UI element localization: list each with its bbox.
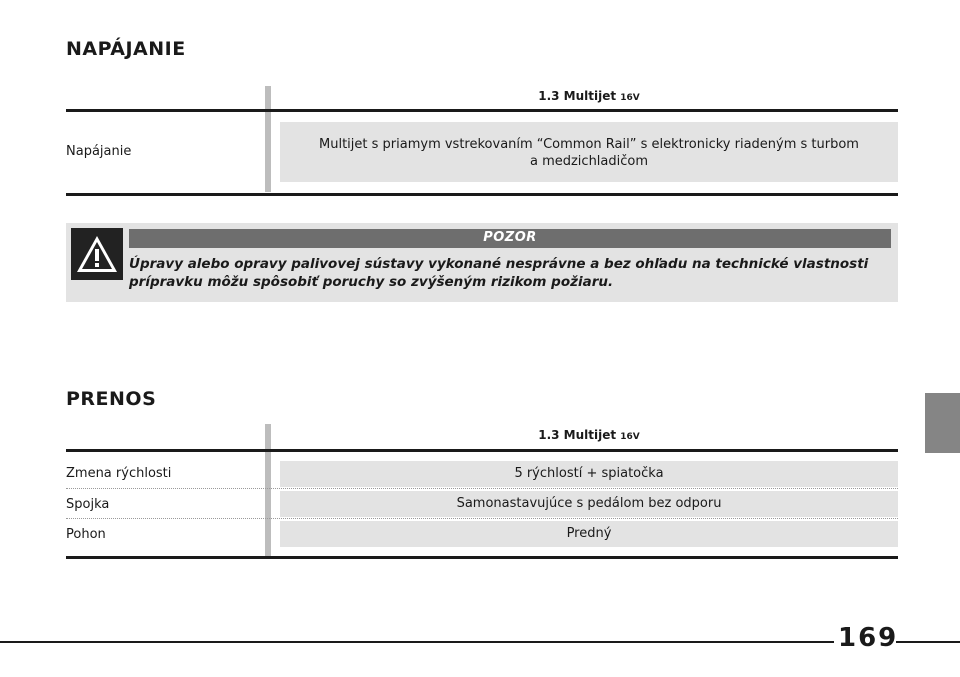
row-value-line1: Multijet s priamym vstrekovaním “Common Rail” s elektronicky riadeným s turbom — [319, 137, 859, 152]
table-rule-bottom — [66, 556, 898, 559]
row-value-napajanie — [280, 122, 898, 182]
row-label-zmena: Zmena rýchlosti — [66, 466, 172, 481]
footer-rule — [0, 641, 834, 643]
row-label-napajanie: Napájanie — [66, 144, 132, 159]
warning-triangle-icon — [71, 228, 123, 280]
warning-text-line1: Úpravy alebo opravy palivovej sústavy vykonané nesprávne a bez ohľadu na technické vlastnosti — [129, 256, 869, 272]
row-label-spojka: Spojka — [66, 497, 110, 512]
warning-box — [66, 223, 898, 302]
table-rule-top — [66, 109, 898, 112]
row-value-line2: a medzichladičom — [529, 154, 649, 169]
table-rule-bottom — [66, 193, 898, 196]
column-header-suffix: 16V — [620, 93, 640, 103]
row-value-spojka: Samonastavujúce s pedálom bez odporu — [280, 491, 898, 517]
page-number: 169 — [838, 623, 899, 653]
column-header-main: 1.3 Multijet — [538, 428, 617, 442]
column-header-suffix: 16V — [620, 432, 640, 442]
warning-text — [129, 255, 891, 291]
table-rule-top — [66, 449, 898, 452]
column-header-main: 1.3 Multijet — [538, 89, 617, 103]
row-value-pohon: Predný — [280, 521, 898, 547]
row-value-zmena: 5 rýchlostí + spiatočka — [280, 461, 898, 487]
column-header-transmission — [280, 428, 898, 442]
row-separator — [66, 488, 898, 489]
warning-title: POZOR — [129, 229, 891, 248]
section-title-prenos: PRENOS — [66, 388, 157, 410]
row-separator — [66, 518, 898, 519]
row-label-pohon: Pohon — [66, 527, 106, 542]
side-tab — [925, 393, 960, 453]
section-title-napajanie: NAPÁJANIE — [66, 38, 186, 60]
column-divider — [265, 86, 271, 192]
column-header-engine — [280, 89, 898, 103]
footer-rule-right — [896, 641, 960, 643]
column-divider — [265, 424, 271, 558]
warning-text-line2: prípravku môžu spôsobiť poruchy so zvýšeným rizikom požiaru. — [129, 274, 614, 290]
